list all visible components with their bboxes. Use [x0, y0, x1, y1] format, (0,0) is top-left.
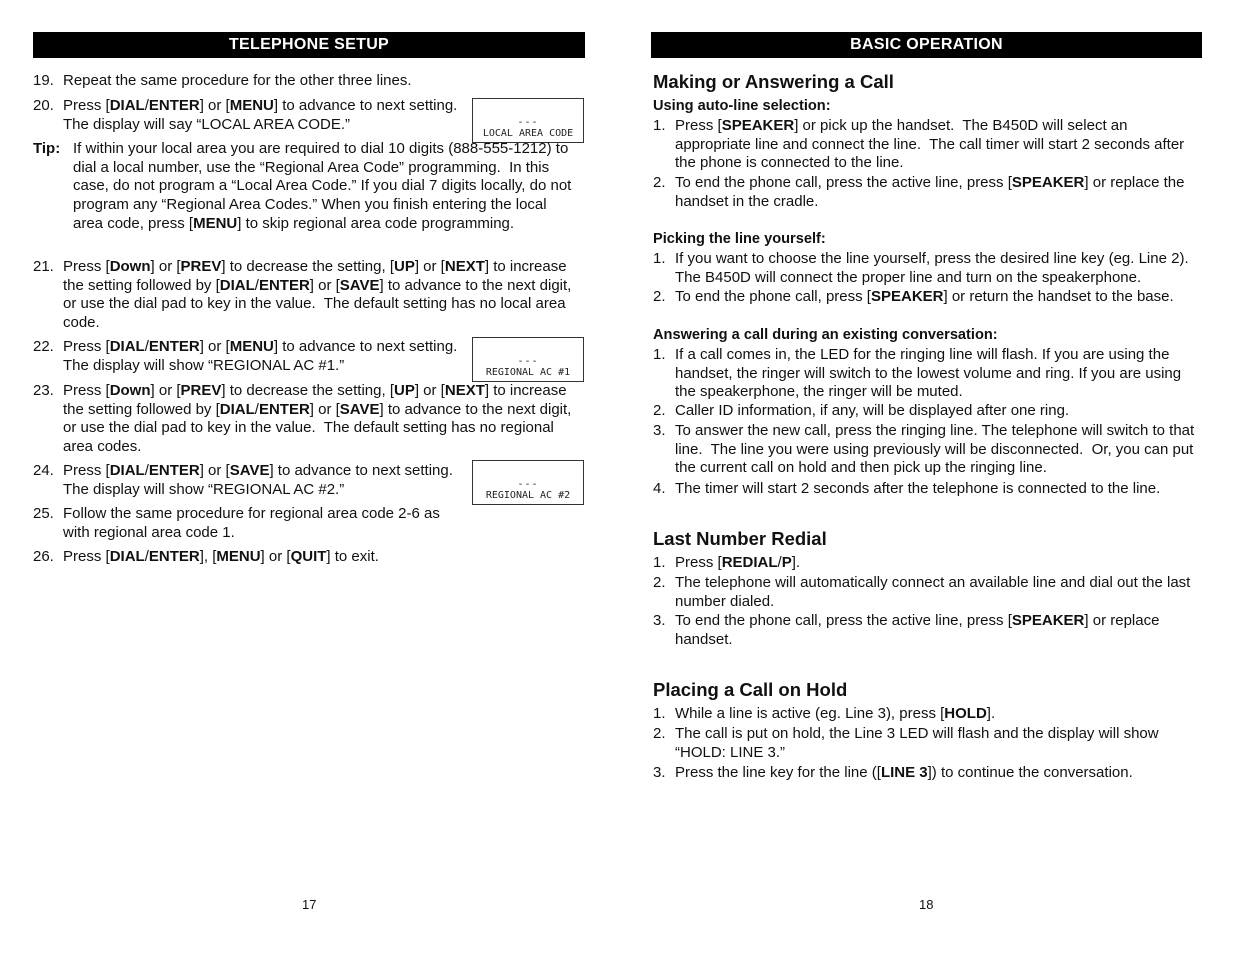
- subheading-auto-line: Using auto-line selection:: [653, 98, 831, 114]
- list-item: If you want to choose the line yourself, press the desired line key (eg. Line 2). The B450D will connect the proper line and turn on the speakerphone.: [675, 250, 1193, 286]
- page-17: [33, 0, 585, 954]
- lcd-display-local-area-code: --- LOCAL AREA CODE: [472, 98, 584, 143]
- list-item: Press [SPEAKER] or pick up the handset. The B450D will select an appropriate line and connect the line. The call timer will start 2 seconds after the phone is connected to the line.: [675, 117, 1185, 172]
- step-21: 21. Press [Down] or [PREV] to decrease the setting, [UP] or [NEXT] to increase the setting followed by [DIAL/ENTER] or [SAVE] to advance to the next digit, or use the dial pad to key in the value. The default setting has no local area code.: [33, 258, 572, 332]
- list-item: Press the line key for the line ([LINE 3]) to continue the conversation.: [675, 764, 1133, 781]
- subheading-picking-line: Picking the line yourself:: [653, 231, 826, 247]
- lcd-display-regional-ac-1: --- REGIONAL AC #1: [472, 337, 584, 382]
- heading-last-number-redial: Last Number Redial: [653, 528, 827, 549]
- list-item: The timer will start 2 seconds after the telephone is connected to the line.: [675, 480, 1161, 497]
- heading-placing-call-on-hold: Placing a Call on Hold: [653, 679, 848, 700]
- section-header-telephone-setup: TELEPHONE SETUP: [33, 32, 585, 58]
- list-item: Press [REDIAL/P].: [675, 554, 801, 571]
- list-item: To end the phone call, press [SPEAKER] or return the handset to the base.: [675, 288, 1174, 305]
- step-25: 25. Follow the same procedure for regional area code 2-6 as with regional area code 1.: [33, 505, 440, 541]
- list-item: If a call comes in, the LED for the ringing line will flash. If you are using the handset, the ringer will switch to the lowest volume and ring. If you are using the speakerphone, the ringer will be muted.: [675, 346, 1182, 401]
- lcd-display-regional-ac-2: --- REGIONAL AC #2: [472, 460, 584, 505]
- list-item: To end the phone call, press the active line, press [SPEAKER] or replace the handset in the cradle.: [675, 174, 1185, 210]
- list-item: To end the phone call, press the active line, press [SPEAKER] or replace handset.: [675, 612, 1160, 648]
- step-20: 20. Press [DIAL/ENTER] or [MENU] to advance to next setting. The display will say “LOCAL AREA CODE.”: [33, 97, 462, 133]
- step-19: 19. Repeat the same procedure for the other three lines.: [33, 72, 412, 89]
- section-header-basic-operation: BASIC OPERATION: [651, 32, 1202, 58]
- page-number: 17: [302, 897, 317, 912]
- list-item: While a line is active (eg. Line 3), press [HOLD].: [675, 705, 996, 722]
- list-item: To answer the new call, press the ringing line. The telephone will switch to that line. The line you were using previously will be disconnected. Or, you can put the current call on hold and then pick up the ringing line.: [675, 422, 1195, 477]
- list-item: The telephone will automatically connect an available line and dial out the last number dialed.: [675, 574, 1191, 610]
- page-number: 18: [919, 897, 934, 912]
- subheading-existing-conversation: Answering a call during an existing conversation:: [653, 327, 998, 343]
- list-item: The call is put on hold, the Line 3 LED will flash and the display will show “HOLD: LINE 3.”: [675, 725, 1159, 761]
- heading-making-or-answering: Making or Answering a Call: [653, 71, 894, 92]
- tip: Tip: If within your local area you are required to dial 10 digits (888-555-1212) to dial a local number, use the “Regional Area Code” programming. In this case, do not program a “Local Area Code.” If you dial 7 digits locally, do not program any “Regional Area Codes.” When you finish entering the local area code, press [MENU] to skip regional area code programming.: [33, 140, 572, 232]
- step-23: 23. Press [Down] or [PREV] to decrease the setting, [UP] or [NEXT] to increase the setting followed by [DIAL/ENTER] or [SAVE] to advance to the next digit, or use the dial pad to key in the value. The default setting has no regional area codes.: [33, 382, 572, 456]
- list-item: Caller ID information, if any, will be displayed after one ring.: [675, 402, 1070, 419]
- step-26: 26. Press [DIAL/ENTER], [MENU] or [QUIT] to exit.: [33, 548, 379, 565]
- step-22: 22. Press [DIAL/ENTER] or [MENU] to advance to next setting. The display will show “REGIONAL AC #1.”: [33, 338, 462, 374]
- page-18: BASIC OPERATION Making or Answering a Call Using auto-line selection: 1. Press [SPEAKER] or pick up the handset. The B450D will select an appropriate line and connect the line. The call timer will start 2 seconds after the phone is connected to the line. 2. To end the phone call, press the active line, press [SPEAKER] or replace the handset in the cradle. Picking the line yourself: 1. If you want to choose the line yourself, press the desired line key (eg. Line 2). The B450D will connect the proper line and turn on the speakerphone. 2. To end the phone call, press [SPEAKER] or return the handset to the base. Answering a call during an existing conversation: 1. If a call comes in, the LED for the ringing line will flash. If you are using the handset, the ringer will switch to the lowest volume and ring. If you are using the speakerphone, the ringer will be muted. 2. Caller ID information, if any, will be displayed after one ring. 3. To answer the new call, press the ringing line. The telephone will switch to that line. The line you were using previously will be disconnected. Or, you can put the current call on hold and then pick up the ringing line. 4. The timer will start 2 seconds after the telephone is connected to the line. Last Number Redial 1. Press [REDIAL/P]. 2. The telephone will automatically connect an available line and dial out the last number dialed. 3. To end the phone call, press the active line, press [SPEAKER] or replace handset. Placing a Call on Hold 1. While a line is active (eg. Line 3), press [HOLD]. 2. The call is put on hold, the Line 3 LED will flash and the display will show “HOLD: LINE 3.” 3. Press the line key for the line ([LINE 3]) to continue the conversation. 18: [651, 0, 1202, 954]
- step-24: 24. Press [DIAL/ENTER] or [SAVE] to advance to next setting. The display will show “REGIONAL AC #2.”: [33, 462, 458, 498]
